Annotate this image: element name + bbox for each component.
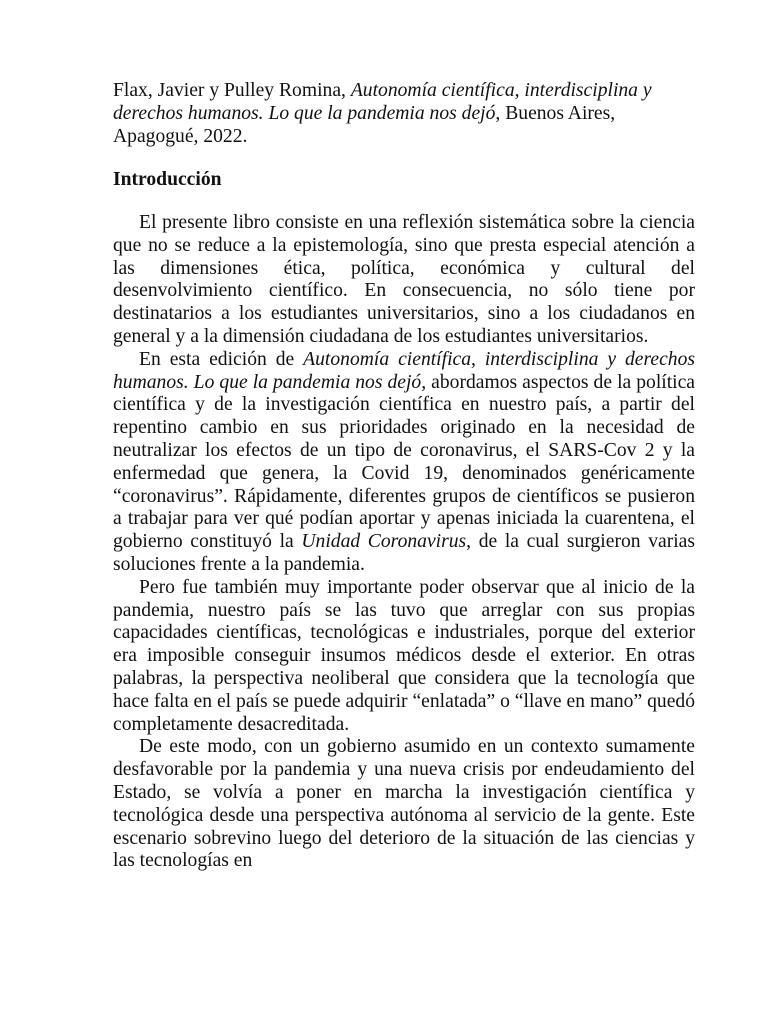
citation-title: Autonomía científica, interdisciplina y derechos humanos. Lo que la pandemia nos dejó [113,80,652,124]
paragraph-3: Pero fue también muy importante poder observar que al inicio de la pandemia, nuestro país se las tuvo que arreglar con sus propias capacidades científicas, tecnológicas e industriales, porque del exterior era imposible conseguir insumos médicos desde el exterior. En otras palabras, la perspectiva neoliberal que considera que la tecnología que hace falta en el país se puede adquirir “enlatada” o “llave en mano” quedó completamente desacreditada. [113,576,695,735]
paragraph-2 [113,349,695,577]
citation-authors: Flax, Javier y Pulley Romina, [113,80,351,101]
body-text [113,212,695,873]
bibliographic-citation [113,80,695,148]
section-heading: Introducción [113,169,222,190]
paragraph-2-part-a: En esta edición de [139,348,304,370]
book-title-italic: Autonomía científica, interdisciplina y derechos humanos. Lo que la pandemia nos dejó, [113,348,695,393]
paragraph-4: De este modo, con un gobierno asumido en un contexto sumamente desfavorable por la pandemia y una nueva crisis por endeudamiento del Estado, se volvía a poner en marcha la investigación científica y tecnológica desde una perspectiva autónoma al servicio de la gente. Este escenario sobrevino luego del deterioro de la situación de las ciencias y las tecnologías en [113,736,695,872]
citation-paragraph [113,80,695,148]
citation-publisher: , Buenos Aires, Apagogué, 2022. [113,102,616,147]
paragraph-1: El presente libro consiste en una reflexión sistemática sobre la ciencia que no se reduce a la epistemología, sino que presta especial atención a las dimensiones ética, política, económica y cultural del desenvolvimiento científico. En consecuencia, no sólo tiene por destinatarios a los estudiantes universitarios, sino a los ciudadanos en general y a la dimensión ciudadana de los estudiantes universitarios. [113,212,695,347]
unit-name-italic: Unidad Coronavirus [301,531,467,553]
paragraph-2-part-e: , de la cual surgieron varias soluciones frente a la pandemia. [113,531,695,575]
paragraph-2-part-c: abordamos aspectos de la política científica y de la investigación científica en nuestro país, a partir del repentino cambio en sus prioridades originado en la necesidad de neutralizar los efectos de un tipo de coronavirus, el SARS-Cov 2 y la enfermedad que genera, la Covid 19, denominados genéricamente “coronavirus”. Rápidamente, diferentes grupos de científicos se pusieron a trabajar para ver qué podían aportar y apenas iniciada la cuarentena, el gobierno constituyó la [113,371,695,553]
